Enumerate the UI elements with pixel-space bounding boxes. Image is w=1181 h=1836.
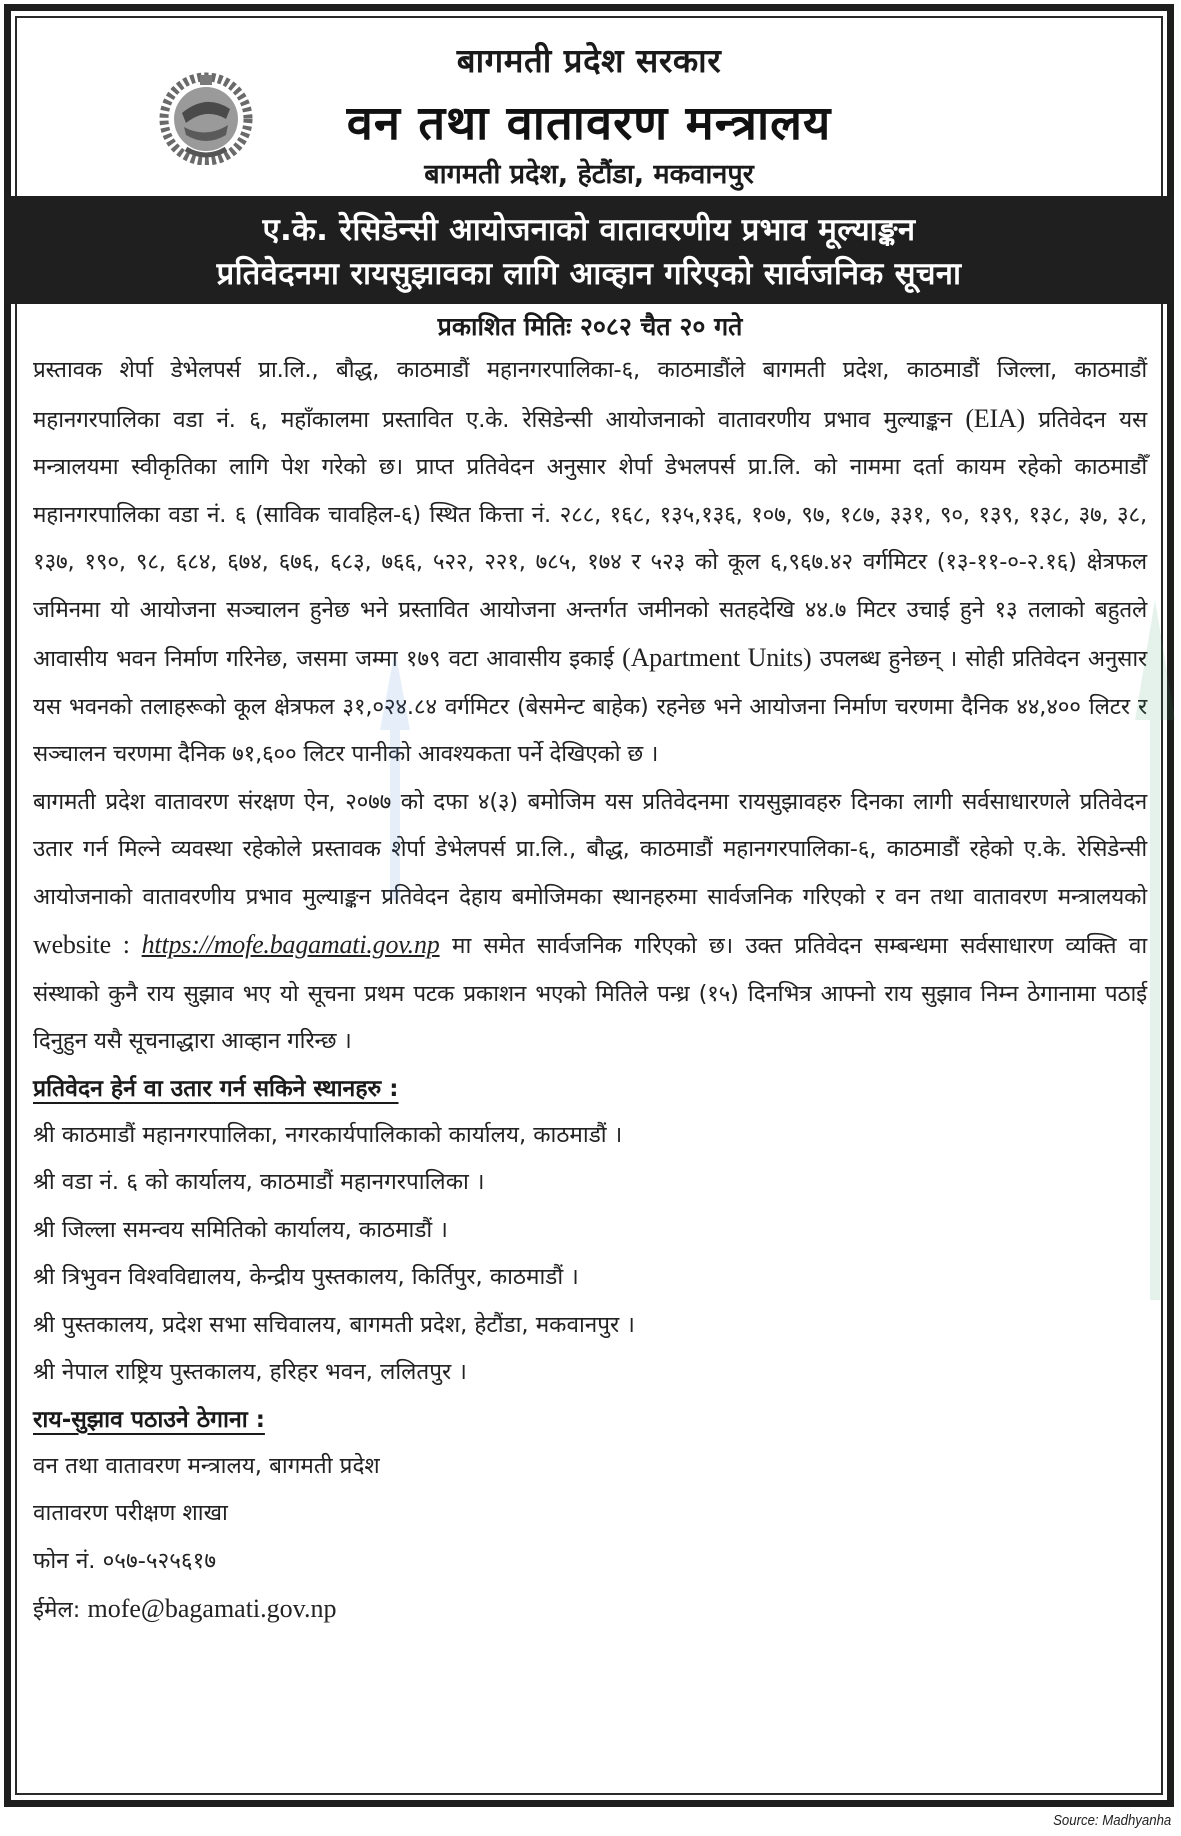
- published-date: प्रकाशित मितिः २०८२ चैत २० गते: [437, 312, 743, 341]
- source-credit: Source: Madhyanha: [1052, 1812, 1171, 1829]
- contact-block: [33, 1443, 1147, 1635]
- location-item: श्री जिल्ला समन्वय समितिको कार्यालय, काठमाडौं ।: [33, 1216, 448, 1243]
- paragraph-project-description: [33, 347, 1147, 779]
- contact-email[interactable]: mofe@bagamati.gov.np: [87, 1594, 337, 1623]
- paragraph-2-text-b: मा समेत सार्वजनिक गरिएको छ। उक्त प्रतिवेदन सम्बन्धमा सर्वसाधारण व्यक्ति वा संस्थाको कुनै राय सुझाव भए यो सूचना प्रथम पटक प्रकाशन भएको मितिले पन्ध्र (१५) दिनभित्र आफ्नो राय सुझाव निम्न ठेगानामा पठाई दिनुहुन यसै सूचनाद्धारा आव्हान गरिन्छ ।: [33, 933, 1147, 1054]
- email-label: ईमेल:: [33, 1597, 88, 1623]
- comment-address-heading: राय-सुझाव पठाउने ठेगाना :: [33, 1406, 265, 1433]
- ministry-website-link[interactable]: https://mofe.bagamati.gov.np: [141, 930, 440, 959]
- ministry-title: वन तथा वातावरण मन्त्रालय: [346, 96, 832, 151]
- location-item: श्री नेपाल राष्ट्रिय पुस्तकालय, हरिहर भवन, ललितपुर ।: [33, 1359, 467, 1385]
- paragraph-2-text-a: बागमती प्रदेश वातावरण संरक्षण ऐन, २०७७ को दफा ४(३) बमोजिम यस प्रतिवेदनमा रायसुझावहरु दिनका लागी सर्वसाधारणले प्रतिवेदन उतार गर्न मिल्ने व्यवस्था रहेकोले प्रस्तावक शेर्पा डेभेलपर्स प्रा.लि., बौद्ध, काठमाडौं महानगरपालिका-६, काठमाडौं रहेको ए.के. रेसिडेन्सी आयोजनाको वातावरणीय प्रभाव मुल्याङ्कन प्रतिवेदन देहाय बमोजिमका स्थानहरुमा सार्वजनिक गरिएको र वन तथा वातावरण मन्त्रालयको: [33, 788, 1147, 910]
- notice-body: [33, 307, 1147, 1635]
- government-title: बागमती प्रदेश सरकार: [456, 41, 722, 80]
- paragraph-call-for-comments: [33, 779, 1147, 1066]
- contact-office: वन तथा वातावरण मन्त्रालय, बागमती प्रदेश: [33, 1452, 380, 1479]
- notice-title-banner: [5, 196, 1173, 304]
- location-item: श्री पुस्तकालय, प्रदेश सभा सचिवालय, बागमती प्रदेश, हेटौंडा, मकवानपुर ।: [33, 1311, 635, 1338]
- locations-list: [33, 1112, 1147, 1397]
- website-label: website :: [33, 930, 142, 959]
- paragraph-1-text-a: प्रस्तावक शेर्पा डेभेलपर्स प्रा.लि., बौद्ध, काठमाडौं महानगरपालिका-६, काठमाडौंले बागमती प्रदेश, काठमाडौं जिल्ला, काठमाडौं महानगरपालिका वडा नं. ६, महाँकालमा प्रस्तावित ए.के. रेसिडेन्सी आयोजनाको वातावरणीय प्रभाव मुल्याङ्कन: [33, 357, 1147, 433]
- notice-title-line-1: ए.के. रेसिडेन्सी आयोजनाको वातावरणीय प्रभाव मूल्याङ्कन: [262, 212, 916, 248]
- eia-abbreviation: (EIA): [965, 403, 1025, 433]
- contact-phone: फोन नं. ०५७-५२५६१७: [33, 1547, 217, 1574]
- notice-title-line-2: प्रतिवेदनमा रायसुझावका लागि आव्हान गरिएको सार्वजनिक सूचना: [216, 256, 962, 292]
- location-item: श्री वडा नं. ६ को कार्यालय, काठमाडौं महानगरपालिका ।: [33, 1169, 485, 1195]
- contact-branch: वातावरण परीक्षण शाखा: [33, 1500, 228, 1526]
- location-item: श्री काठमाडौं महानगरपालिका, नगरकार्यपालिकाको कार्यालय, काठमाडौं ।: [33, 1121, 623, 1148]
- contact-email-row: [33, 1585, 1147, 1635]
- ministry-address: बागमती प्रदेश, हेटौंडा, मकवानपुर: [424, 159, 754, 190]
- locations-heading: प्रतिवेदन हेर्न वा उतार गर्न सकिने स्थानहरु :: [33, 1075, 399, 1102]
- location-item: श्री त्रिभुवन विश्वविद्यालय, केन्द्रीय पुस्तकालय, किर्तिपुर, काठमाडौं ।: [33, 1264, 579, 1290]
- notice-header: [11, 11, 1167, 189]
- notice-frame: [4, 4, 1174, 1807]
- paragraph-1-text-b: प्रतिवेदन यस मन्त्रालयमा स्वीकृतिका लागि पेश गरेको छ। प्राप्त प्रतिवेदन अनुसार शेर्पा डेभलपर्स प्रा.लि. को नाममा दर्ता कायम रहेको काठमाडौँ महानगरपालिका वडा नं. ६ (साविक चावहिल-६) स्थित कित्ता नं. २८८, १६८, १३५,१३६, १०७, ९७, १८७, ३३१, ९०, १३९, १३८, ३७, ३८, १३७, १९०, ९८, ६८४, ६७४, ६७६, ६८३, ७६६, ५२२, २२१, ७८५, १७४ र ५२३ को कूल ६,९६७.४२ वर्गमिटर (१३-११-०-२.१६) क्षेत्रफल जमिनमा यो आयोजना सञ्चालन हुनेछ भने प्रस्तावित आयोजना अन्तर्गत जमीनको सतहदेखि ४४.७ मिटर उचाई हुने १३ तलाको बहुतले आवासीय भवन निर्माण गरिनेछ, जसमा जम्मा १७९ वटा आवासीय इकाई: [33, 406, 1147, 672]
- paragraph-1-text-c: उपलब्ध हुनेछन् । सोही प्रतिवेदन अनुसार यस भवनको तलाहरूको कूल क्षेत्रफल ३१,०२४.८४ वर्गमिटर (बेसमेन्ट बाहेक) रहनेछ भने आयोजना निर्माण चरणमा दैनिक ४४,४०० लिटर र सञ्चालन चरणमा दैनिक ७१,६०० लिटर पानीको आवश्यकता पर्ने देखिएको छ ।: [33, 646, 1147, 767]
- apartment-units-term: (Apartment Units): [622, 643, 812, 672]
